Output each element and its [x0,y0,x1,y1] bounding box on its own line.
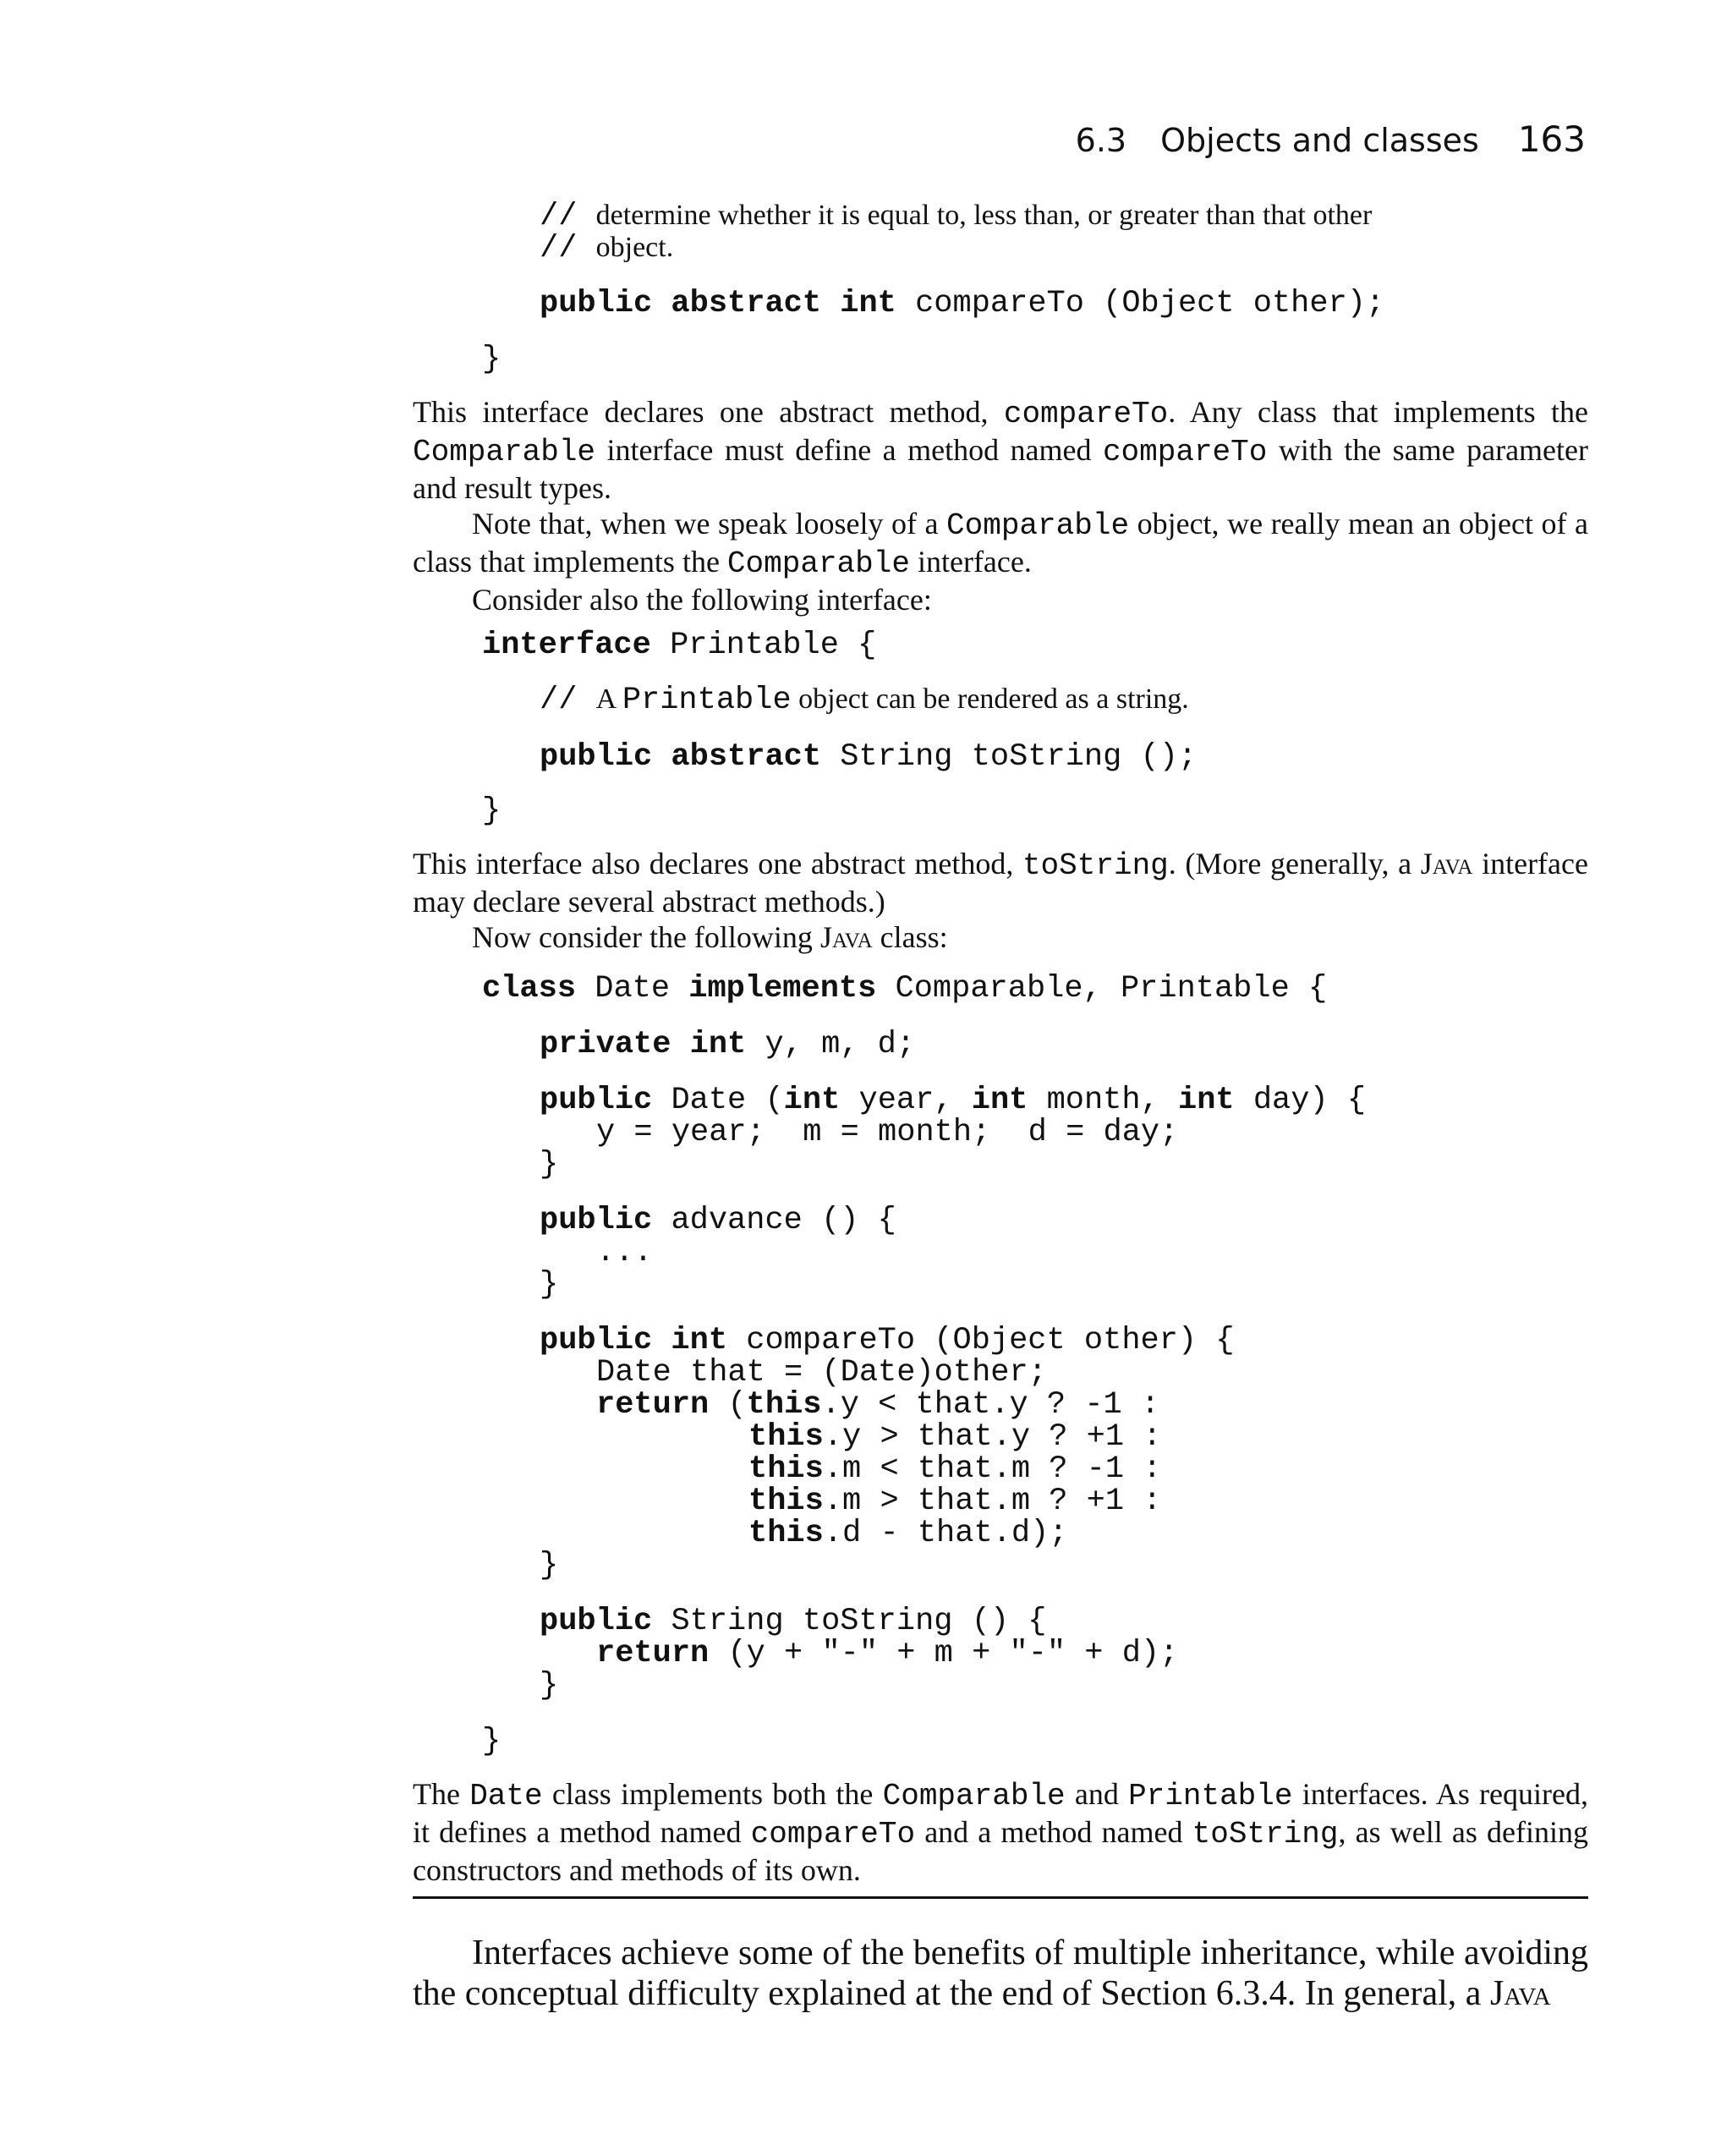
code-close-brace: } [482,793,502,829]
section-title: Objects and classes [1160,122,1479,159]
paragraph: Note that, when we speak loosely of a Comparable object, we really mean an object of a class that implements the Comparable interface. [413,507,1588,581]
code-line: public advance () { [540,1203,896,1238]
code-line: public abstract int compareTo (Object other); [540,286,1385,321]
code-line: public Date (int year, int month, int day) { [540,1083,1367,1118]
code-line: y = year; m = month; d = day; [596,1115,1179,1150]
paragraph: Interfaces achieve some of the benefits of multiple inheritance, while avoiding the conceptual difficulty explained at the end of Section 6.3.4. In general, a Java [413,1934,1588,2013]
paragraph: This interface also declares one abstract method, toString. (More generally, a Java interface may declare several abstract methods.) [413,847,1588,919]
code-line: this.m < that.m ? -1 : [748,1451,1162,1487]
paragraph: Consider also the following interface: [472,583,932,617]
paragraph: The Date class implements both the Comparable and Printable interfaces. As required, it defines a method named compareTo and a method named toString, as well as defining constructors and methods of its own. [413,1777,1588,1887]
code-close-brace: } [540,1267,559,1303]
code-ellipsis: ... [596,1235,653,1270]
code-line: class Date implements Comparable, Printable { [482,971,1328,1007]
section-number: 6.3 [1075,122,1127,159]
code-close-brace: } [540,1147,559,1182]
prose-block-3 [413,1776,1588,1888]
body-paragraph [413,1933,1588,2014]
page-number: 163 [1517,118,1586,160]
code-line: return (this.y < that.y ? -1 : [596,1387,1160,1423]
code-close-brace: } [540,1548,559,1583]
running-header [1076,118,1586,160]
code-line: this.y > that.y ? +1 : [748,1419,1162,1455]
paragraph: This interface declares one abstract method, compareTo. Any class that implements the Comparable interface must define a method named compareTo with the same parameter and result types. [413,395,1588,505]
paragraph: Now consider the following Java class: [472,920,948,954]
code-comment-line: // object. [540,231,674,266]
code-line: private int y, m, d; [540,1027,916,1062]
code-line: return (y + "-" + m + "-" + d); [596,1636,1179,1671]
code-line: public String toString () { [540,1604,1047,1639]
code-line: public abstract String toString (); [540,739,1198,775]
code-line: interface Printable { [482,628,877,663]
example-end-rule [413,1896,1588,1899]
code-line: this.d - that.d); [748,1516,1068,1551]
code-line: Date that = (Date)other; [596,1355,1047,1391]
code-comment-line: // A Printable object can be rendered as a string. [540,683,1189,718]
code-close-brace: } [482,342,502,377]
code-comment-line: // determine whether it is equal to, less than, or greater than that other [540,199,1373,234]
code-close-brace: } [482,1724,502,1759]
code-close-brace: } [540,1668,559,1703]
prose-block-2 [413,846,1588,955]
code-line: public int compareTo (Object other) { [540,1323,1235,1358]
prose-block-1 [413,394,1588,617]
code-line: this.m > that.m ? +1 : [748,1484,1162,1519]
